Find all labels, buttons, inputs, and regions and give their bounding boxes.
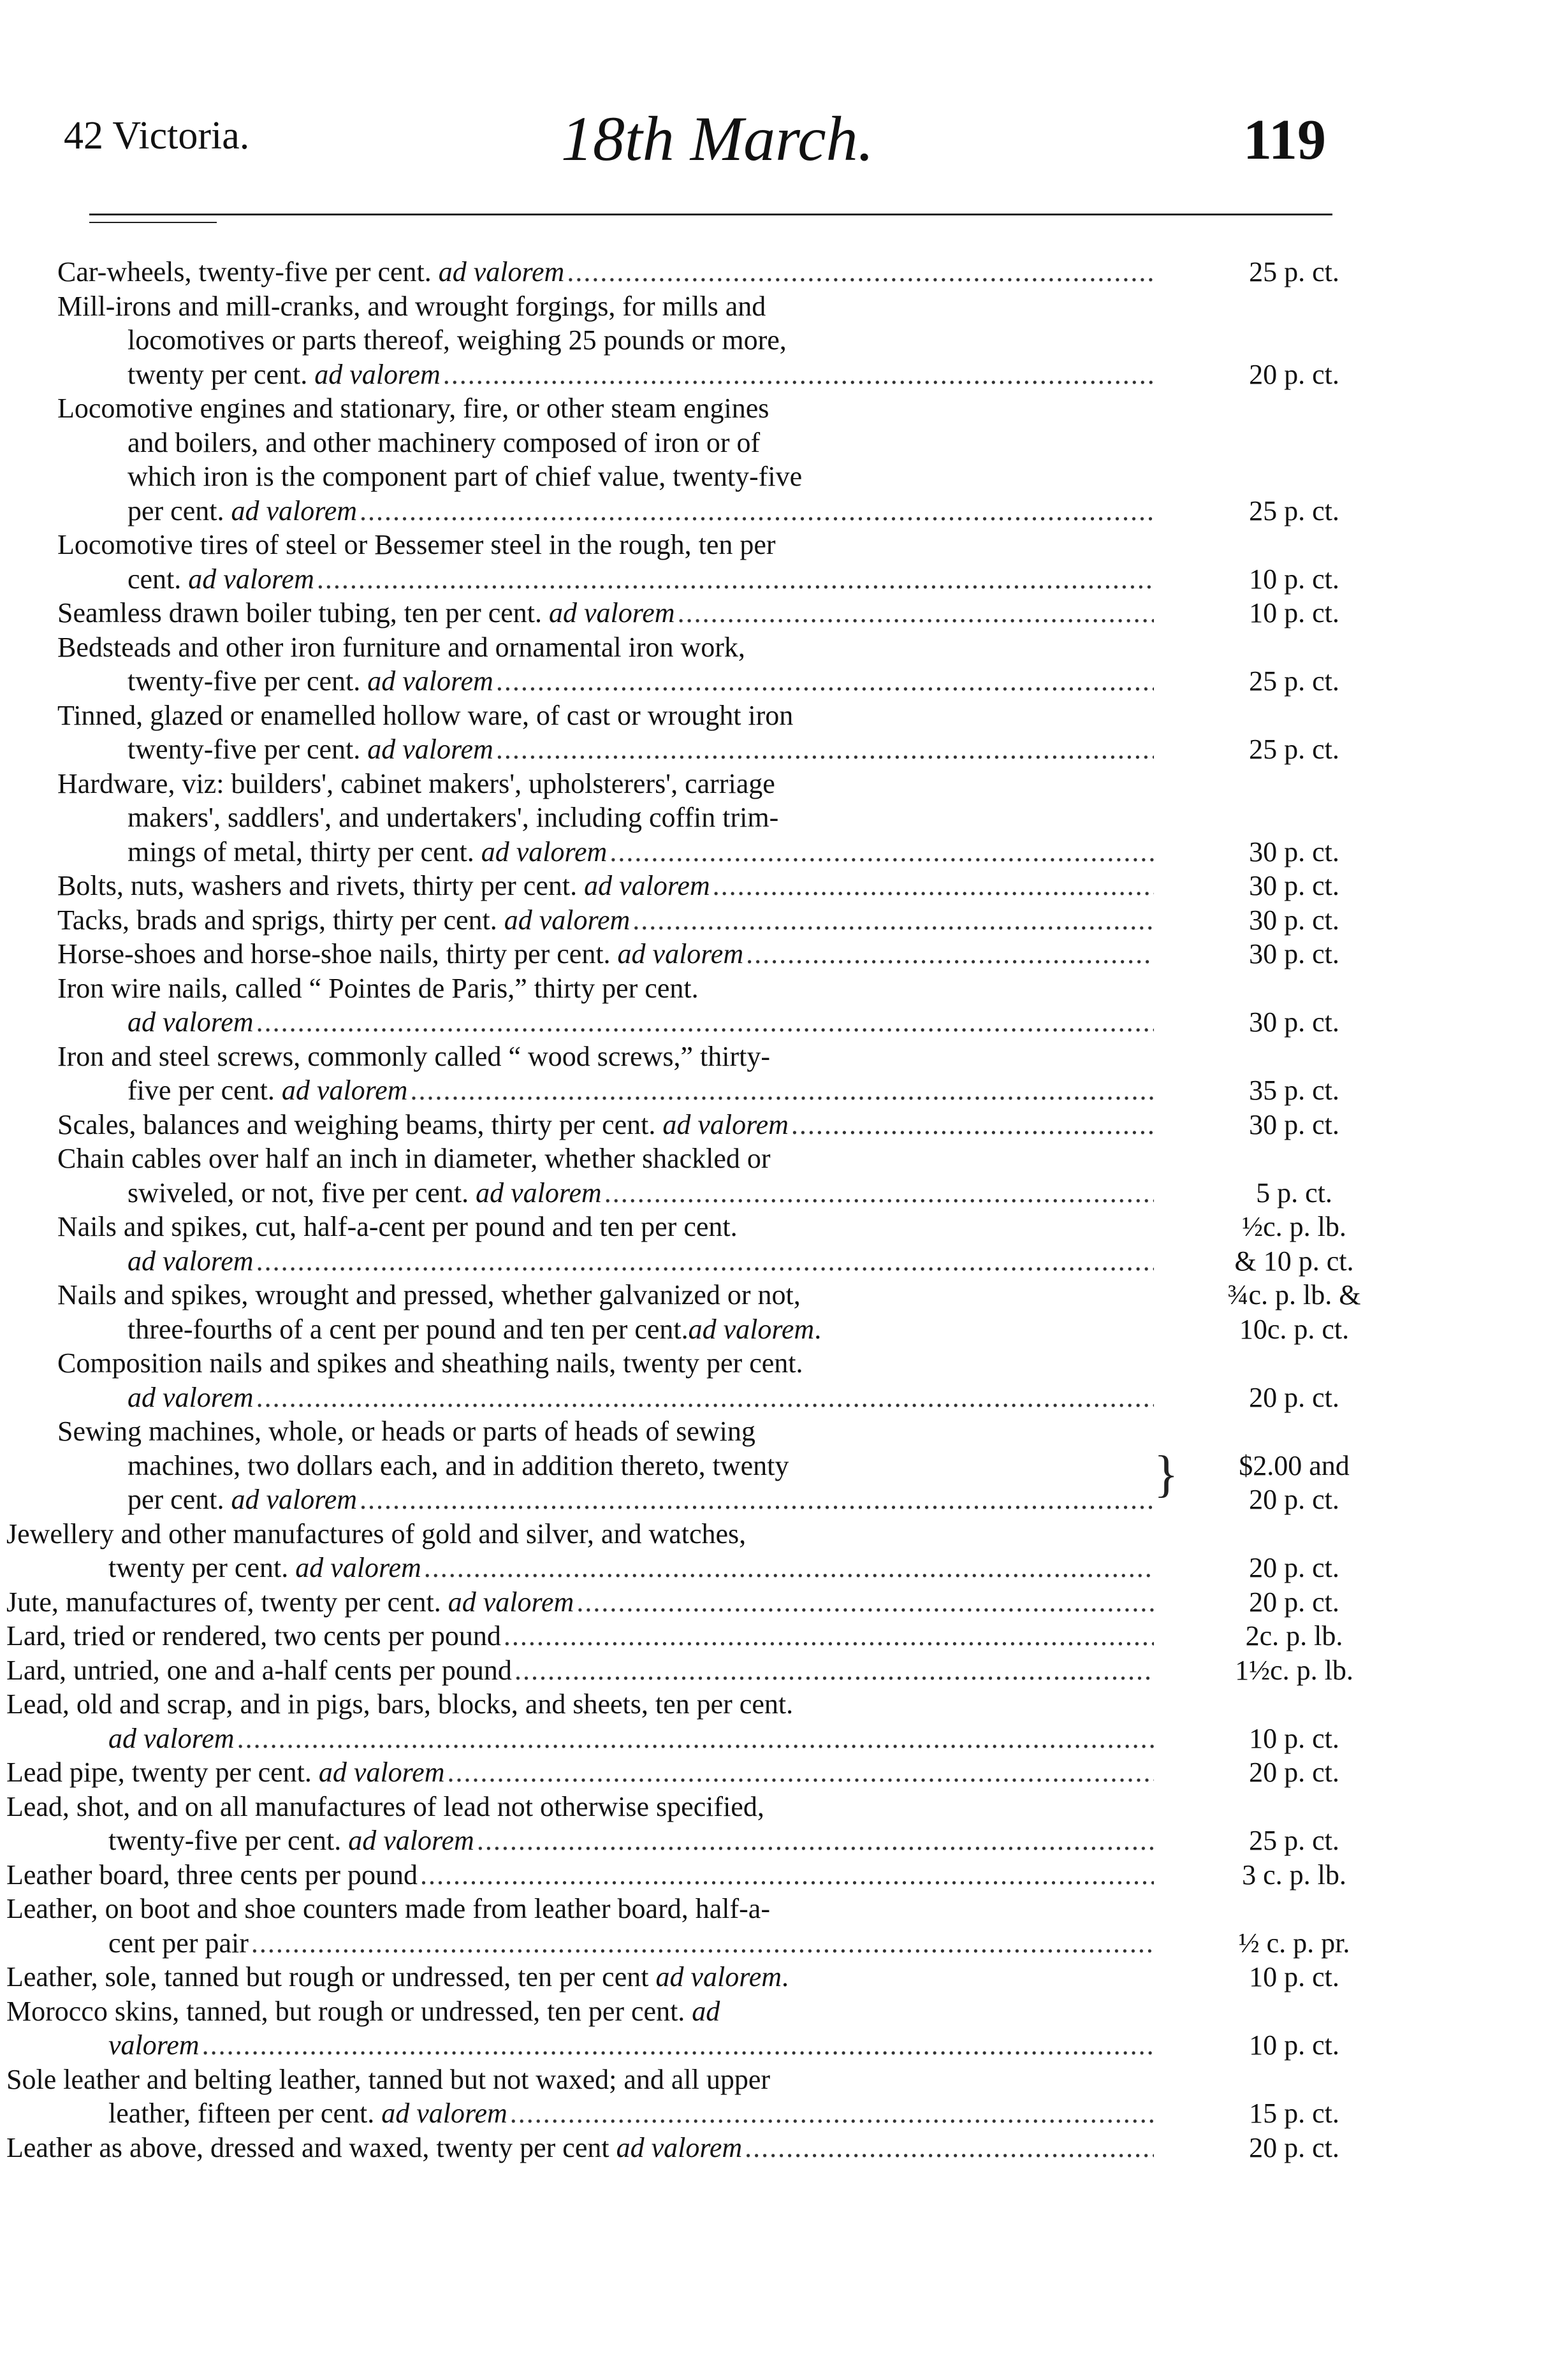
entry-text: Jewellery and other manufactures of gold and silver, and watches, xyxy=(6,1518,747,1549)
entry-line xyxy=(57,630,1345,665)
entry-text: Mill-irons and mill-cranks, and wrought forgings, for mills and xyxy=(57,290,766,322)
entry-line xyxy=(128,460,1415,494)
dot-leader xyxy=(791,1108,1154,1142)
entry-text: ad valorem xyxy=(128,1381,254,1413)
entry-text: ad valorem xyxy=(128,1006,254,1038)
running-head-left: 42 Victoria. xyxy=(64,114,250,157)
dot-leader xyxy=(410,1073,1154,1108)
entry-line xyxy=(6,1755,1154,1790)
entry-line xyxy=(128,1312,1154,1347)
dot-leader xyxy=(256,1244,1154,1279)
entry-line xyxy=(128,835,1154,869)
entry-line xyxy=(57,1414,1345,1449)
entry-text: Horse-shoes and horse-shoe nails, thirty per cent. ad valorem xyxy=(57,938,744,969)
dot-leader xyxy=(420,1858,1154,1892)
entry-text: Lead pipe, twenty per cent. ad valorem xyxy=(6,1757,445,1788)
dot-leader xyxy=(496,664,1154,699)
dot-leader xyxy=(609,835,1154,869)
entry-line xyxy=(57,528,1345,562)
duty-rate: 20 p. ct. xyxy=(1249,1381,1339,1413)
tariff-entry xyxy=(6,1585,1345,1620)
entry-text: Jute, manufactures of, twenty per cent. ad valorem xyxy=(6,1586,574,1618)
tariff-entry xyxy=(57,767,1345,869)
tariff-entry xyxy=(57,528,1345,596)
tariff-entry xyxy=(6,2063,1345,2131)
entry-line xyxy=(57,1278,1345,1312)
entry-line xyxy=(6,2131,1154,2165)
dot-leader xyxy=(746,937,1154,971)
entry-line xyxy=(128,1244,1154,1279)
entry-line xyxy=(128,494,1154,528)
entry-line xyxy=(128,664,1154,699)
entry-line xyxy=(6,1619,1154,1653)
entry-text: Tacks, brads and sprigs, thirty per cent. ad valorem xyxy=(57,904,631,936)
entry-text: cent per pair xyxy=(108,1927,249,1959)
entry-text: Lead, old and scrap, and in pigs, bars, blocks, and sheets, ten per cent. xyxy=(6,1688,794,1720)
tariff-entry xyxy=(6,1619,1345,1653)
entry-text: swiveled, or not, five per cent. ad valorem xyxy=(128,1177,602,1208)
entry-line xyxy=(57,869,1154,903)
entry-text: Chain cables over half an inch in diameter, whether shackled or xyxy=(57,1143,771,1174)
entry-text: ad valorem xyxy=(108,1722,235,1754)
entry-text: which iron is the component part of chief value, twenty-five xyxy=(128,461,803,492)
entry-text: twenty-five per cent. ad valorem xyxy=(108,1825,474,1856)
entry-line xyxy=(128,1005,1154,1040)
entry-text: valorem xyxy=(108,2029,200,2061)
entry-line xyxy=(108,2028,1154,2063)
entry-line xyxy=(108,1551,1154,1585)
curly-brace: } xyxy=(1154,1446,1179,1502)
entry-line xyxy=(57,903,1154,938)
duty-rate: 20 p. ct. xyxy=(1249,2131,1339,2163)
tariff-entry xyxy=(57,937,1345,971)
tariff-entry xyxy=(6,1687,1345,1755)
entry-line xyxy=(108,1824,1154,1858)
duty-rate: 3 c. p. lb. xyxy=(1242,1859,1346,1890)
entry-text: leather, fifteen per cent. ad valorem xyxy=(108,2098,507,2129)
dot-leader xyxy=(496,732,1154,767)
entry-text: Nails and spikes, wrought and pressed, whether galvanized or not, xyxy=(57,1279,801,1310)
tariff-entry xyxy=(57,630,1345,699)
tariff-entry xyxy=(57,1108,1345,1142)
tariff-entry xyxy=(57,255,1345,289)
tariff-entry xyxy=(6,1892,1350,1960)
entry-line xyxy=(128,1381,1154,1415)
dot-leader xyxy=(424,1551,1154,1585)
running-head-date: 18th March. xyxy=(561,103,874,174)
entry-text: twenty-five per cent. ad valorem xyxy=(128,665,493,697)
duty-rate: $2.00 and xyxy=(1239,1449,1350,1481)
entry-line xyxy=(128,1483,1154,1517)
entry-text: Lard, untried, one and a-half cents per pound xyxy=(6,1654,512,1686)
dot-leader xyxy=(360,494,1154,528)
duty-rate: 30 p. ct. xyxy=(1249,870,1339,901)
entry-text: Seamless drawn boiler tubing, ten per cent. ad valorem xyxy=(57,597,675,628)
dot-leader xyxy=(251,1926,1154,1961)
entry-line xyxy=(57,1142,1345,1176)
dot-leader xyxy=(256,1005,1154,1040)
dot-leader xyxy=(256,1381,1154,1415)
entry-line xyxy=(57,255,1154,289)
duty-rate: ½ c. p. pr. xyxy=(1238,1927,1350,1959)
duty-rate: 10 p. ct. xyxy=(1249,597,1339,628)
dot-leader xyxy=(713,869,1154,903)
dot-leader xyxy=(745,2131,1154,2165)
dot-leader xyxy=(317,562,1154,597)
duty-rate: ½c. p. lb. xyxy=(1242,1211,1346,1242)
entry-text: three-fourths of a cent per pound and ten per cent.ad valorem. xyxy=(128,1313,822,1345)
entry-line xyxy=(108,1926,1154,1961)
entry-text: twenty per cent. ad valorem xyxy=(108,1552,421,1583)
duty-rate: 10 p. ct. xyxy=(1249,1961,1339,1992)
header-rule-short xyxy=(89,222,217,223)
entry-line xyxy=(6,1653,1154,1688)
entry-line xyxy=(6,1790,1294,1824)
entry-text: mings of metal, thirty per cent. ad valorem xyxy=(128,836,608,867)
entry-line xyxy=(57,391,1345,426)
entry-line xyxy=(6,1517,1294,1551)
entry-text: twenty per cent. ad valorem xyxy=(128,358,441,390)
duty-rate: 25 p. ct. xyxy=(1249,734,1339,765)
duty-rate: 10 p. ct. xyxy=(1249,563,1339,595)
entry-line xyxy=(108,1722,1154,1756)
entry-text: per cent. ad valorem xyxy=(128,495,358,526)
tariff-entry xyxy=(57,596,1345,630)
duty-rate: 30 p. ct. xyxy=(1249,836,1339,867)
duty-rate: 10 p. ct. xyxy=(1249,1722,1339,1754)
entry-text: Nails and spikes, cut, half-a-cent per pound and ten per cent. xyxy=(57,1211,738,1242)
header-rule xyxy=(89,214,1332,215)
entry-line xyxy=(57,289,1345,324)
entry-line xyxy=(128,562,1154,597)
dot-leader xyxy=(632,903,1154,938)
entry-text: and boilers, and other machinery composed of iron or of xyxy=(128,426,761,458)
entry-text: cent. ad valorem xyxy=(128,563,314,595)
duty-rate: 20 p. ct. xyxy=(1249,1757,1339,1788)
tariff-entry xyxy=(57,1278,1361,1346)
dot-leader xyxy=(576,1585,1154,1620)
dot-leader xyxy=(360,1483,1154,1517)
entry-text: Sewing machines, whole, or heads or parts of heads of sewing xyxy=(57,1416,755,1447)
duty-rate: 30 p. ct. xyxy=(1249,938,1339,969)
entry-line xyxy=(128,358,1154,392)
tariff-entry xyxy=(57,971,1345,1040)
tariff-entries-list xyxy=(6,255,1361,2165)
entry-line xyxy=(6,2063,1294,2097)
tariff-entry xyxy=(6,1858,1346,1892)
tariff-entry xyxy=(6,1755,1345,1790)
tariff-entry xyxy=(57,1346,1345,1414)
dot-leader xyxy=(504,1619,1154,1653)
entry-text: Leather, sole, tanned but rough or undressed, ten per cent ad valorem. xyxy=(6,1961,789,1992)
entry-text: Composition nails and spikes and sheathing nails, twenty per cent. xyxy=(57,1347,803,1379)
duty-rate: 25 p. ct. xyxy=(1249,495,1339,526)
entry-text: Iron and steel screws, commonly called “ wood screws,” thirty- xyxy=(57,1040,770,1072)
entry-text: Hardware, viz: builders', cabinet makers', upholsterers', carriage xyxy=(57,767,775,799)
entry-text: Bedsteads and other iron furniture and ornamental iron work, xyxy=(57,631,745,663)
tariff-entry xyxy=(57,869,1345,903)
duty-rate: 25 p. ct. xyxy=(1249,256,1339,287)
dot-leader xyxy=(447,1755,1154,1790)
entry-line xyxy=(57,971,1345,1006)
dot-leader xyxy=(514,1653,1154,1688)
duty-rate: 25 p. ct. xyxy=(1249,665,1339,697)
entry-text: Morocco skins, tanned, but rough or undressed, ten per cent. ad xyxy=(6,1995,720,2027)
duty-rate: 10c. p. ct. xyxy=(1239,1313,1350,1345)
tariff-entry xyxy=(6,1517,1345,1585)
dot-leader xyxy=(510,2096,1154,2131)
page-number: 119 xyxy=(1243,108,1327,171)
entry-text: Lead, shot, and on all manufactures of lead not otherwise specified, xyxy=(6,1790,764,1822)
entry-line xyxy=(6,1892,1294,1926)
duty-rate: 1½c. p. lb. xyxy=(1235,1654,1353,1686)
tariff-entry xyxy=(6,1994,1345,2063)
tariff-entry xyxy=(6,2131,1345,2165)
dot-leader xyxy=(678,596,1154,630)
tariff-entry xyxy=(57,1210,1354,1278)
entry-text: Bolts, nuts, washers and rivets, thirty per cent. ad valorem xyxy=(57,870,710,901)
duty-rate: 20 p. ct. xyxy=(1249,1484,1339,1515)
tariff-entry xyxy=(57,903,1345,938)
entry-line xyxy=(57,1040,1345,1074)
duty-rate: 30 p. ct. xyxy=(1249,1108,1339,1140)
tariff-entry xyxy=(57,699,1345,767)
entry-text: per cent. ad valorem xyxy=(128,1484,358,1515)
entry-line xyxy=(128,426,1415,460)
entry-line xyxy=(57,1108,1154,1142)
entry-text: Leather, on boot and shoe counters made from leather board, half-a- xyxy=(6,1893,770,1924)
duty-rate: 35 p. ct. xyxy=(1249,1075,1339,1106)
tariff-entry xyxy=(57,1414,1350,1517)
tariff-entry xyxy=(6,1960,1345,1994)
entry-text: twenty-five per cent. ad valorem xyxy=(128,734,493,765)
dot-leader xyxy=(237,1722,1154,1756)
duty-rate: 20 p. ct. xyxy=(1249,358,1339,390)
entry-line xyxy=(6,1858,1154,1892)
entry-line xyxy=(57,1210,1345,1244)
duty-rate: 20 p. ct. xyxy=(1249,1552,1339,1583)
entry-line xyxy=(57,596,1154,630)
entry-line xyxy=(57,937,1154,971)
tariff-entry xyxy=(57,391,1345,528)
entry-text: Car-wheels, twenty-five per cent. ad valorem xyxy=(57,256,565,287)
tariff-entry xyxy=(57,1142,1345,1210)
entry-line xyxy=(128,732,1154,767)
entry-line xyxy=(57,767,1345,801)
entry-text: Lard, tried or rendered, two cents per pound xyxy=(6,1620,501,1651)
entry-line xyxy=(57,1346,1345,1381)
duty-rate: 30 p. ct. xyxy=(1249,904,1339,936)
dot-leader xyxy=(604,1176,1154,1210)
dot-leader xyxy=(443,358,1154,392)
duty-rate: & 10 p. ct. xyxy=(1234,1245,1354,1277)
tariff-entry xyxy=(57,1040,1345,1108)
entry-text: Iron wire nails, called “ Pointes de Paris,” thirty per cent. xyxy=(57,972,699,1004)
entry-line xyxy=(6,1960,1154,1994)
dot-leader xyxy=(567,255,1154,289)
entry-line xyxy=(6,1994,1294,2029)
tariff-entry xyxy=(57,289,1345,392)
entry-line xyxy=(6,1585,1154,1620)
duty-rate: 10 p. ct. xyxy=(1249,2029,1339,2061)
entry-text: Leather as above, dressed and waxed, twenty per cent ad valorem xyxy=(6,2131,743,2163)
entry-line xyxy=(128,801,1415,835)
dot-leader xyxy=(202,2028,1154,2063)
duty-rate: 20 p. ct. xyxy=(1249,1586,1339,1618)
entry-text: makers', saddlers', and undertakers', including coffin trim- xyxy=(128,802,779,833)
entry-text: Leather board, three cents per pound xyxy=(6,1859,418,1890)
duty-rate: ¾c. p. lb. & xyxy=(1227,1279,1361,1310)
entry-text: Scales, balances and weighing beams, thirty per cent. ad valorem xyxy=(57,1108,789,1140)
entry-text: Sole leather and belting leather, tanned but not waxed; and all upper xyxy=(6,2063,771,2095)
entry-text: Tinned, glazed or enamelled hollow ware, of cast or wrought iron xyxy=(57,699,794,731)
tariff-entry xyxy=(6,1790,1345,1858)
entry-line xyxy=(128,323,1415,358)
duty-rate: 25 p. ct. xyxy=(1249,1825,1339,1856)
entry-text: Locomotive tires of steel or Bessemer steel in the rough, ten per xyxy=(57,529,776,560)
entry-text: locomotives or parts thereof, weighing 25 pounds or more, xyxy=(128,324,787,356)
entry-text: ad valorem xyxy=(128,1245,254,1277)
entry-text: five per cent. ad valorem xyxy=(128,1075,408,1106)
entry-line xyxy=(57,699,1345,733)
dot-leader xyxy=(477,1824,1154,1858)
entry-line xyxy=(128,1073,1154,1108)
entry-line xyxy=(128,1176,1154,1210)
entry-text: machines, two dollars each, and in addition thereto, twenty xyxy=(128,1449,789,1481)
entry-text: Locomotive engines and stationary, fire, or other steam engines xyxy=(57,393,769,424)
duty-rate: 5 p. ct. xyxy=(1256,1177,1332,1208)
duty-rate: 2c. p. lb. xyxy=(1245,1620,1343,1651)
duty-rate: 30 p. ct. xyxy=(1249,1006,1339,1038)
duty-rate: 15 p. ct. xyxy=(1249,2098,1339,2129)
entry-line xyxy=(108,2096,1154,2131)
entry-line xyxy=(6,1687,1294,1722)
tariff-entry xyxy=(6,1653,1353,1688)
